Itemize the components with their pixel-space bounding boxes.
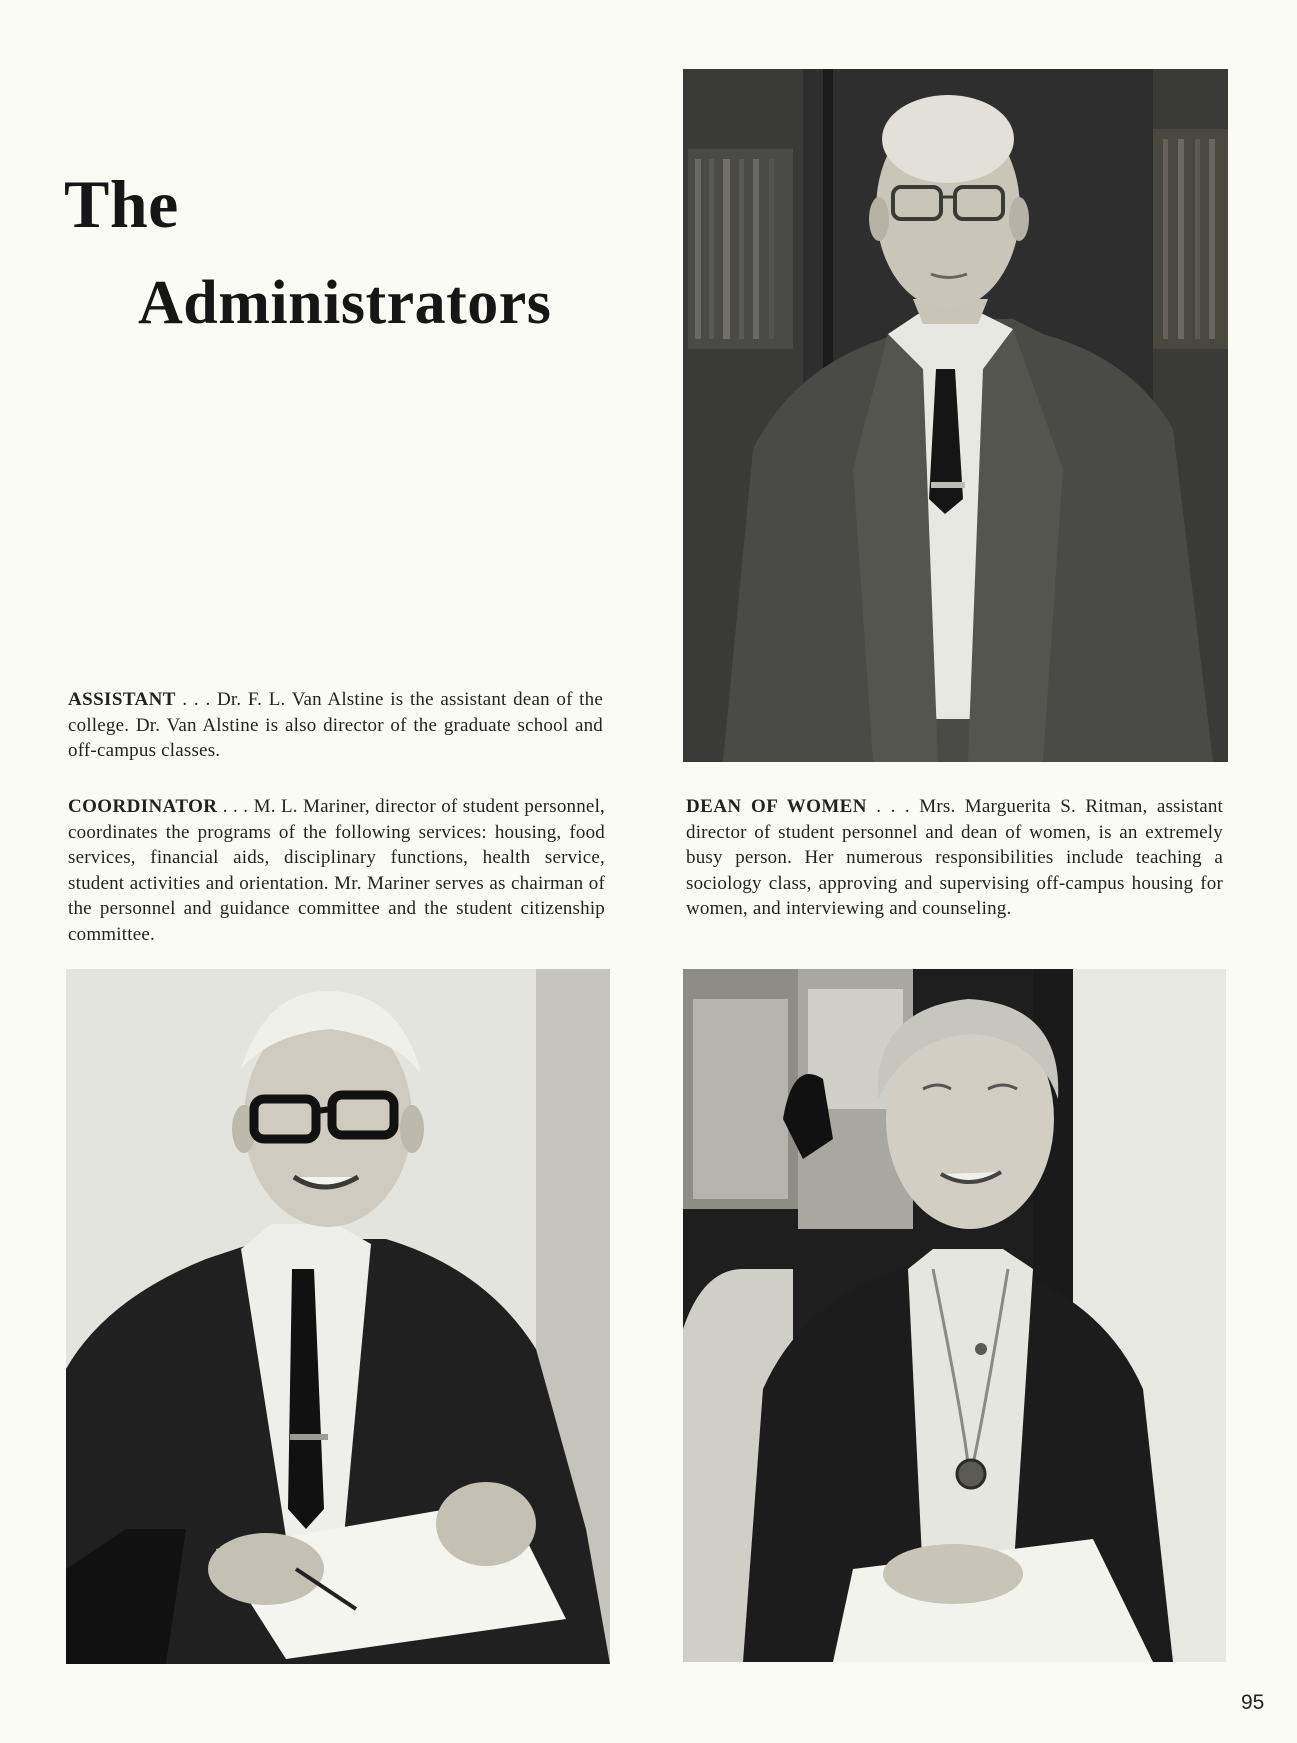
caption-assistant (68, 687, 603, 764)
caption-dean-of-women-separator: . . . (866, 796, 920, 817)
page-title-line-2: Administrators (138, 269, 552, 337)
caption-coordinator (68, 794, 605, 947)
photo-van-alstine (683, 69, 1228, 762)
caption-coordinator-text: M. L. Mariner, director of student personnel, coordinates the programs of the following services: housing, food services, financial aids, disciplinary functions, health service, student activities and orientation. Mr. Mariner serves as chairman of the personnel and guidance committee and the student citizenship committee. (68, 796, 605, 945)
page-number: 95 (1241, 1691, 1265, 1714)
caption-assistant-lead: ASSISTANT (68, 689, 176, 710)
caption-coordinator-lead: COORDINATOR (68, 796, 218, 817)
photo-mariner (66, 969, 610, 1664)
caption-dean-of-women-lead: DEAN OF WOMEN (686, 796, 867, 817)
caption-dean-of-women (686, 794, 1223, 922)
photo-ritman (683, 969, 1226, 1662)
caption-assistant-text: Dr. F. L. Van Alstine is the assistant dean of the college. Dr. Van Alstine is also director of the graduate school and off-campus classes. (68, 689, 603, 761)
portrait-ritman-image (683, 969, 1226, 1662)
portrait-van-alstine-image (683, 69, 1228, 762)
caption-assistant-separator: . . . (175, 689, 217, 710)
portrait-mariner-image (66, 969, 610, 1664)
caption-coordinator-separator: . . . (217, 796, 254, 817)
page-title-line-1: The (64, 166, 179, 242)
caption-dean-of-women-text: Mrs. Marguerita S. Ritman, assistant director of student personnel and dean of women, is an extremely busy person. Her numerous responsibilities include teaching a sociology class, approving and supervising off-campus housing for women, and interviewing and counseling. (686, 796, 1224, 919)
